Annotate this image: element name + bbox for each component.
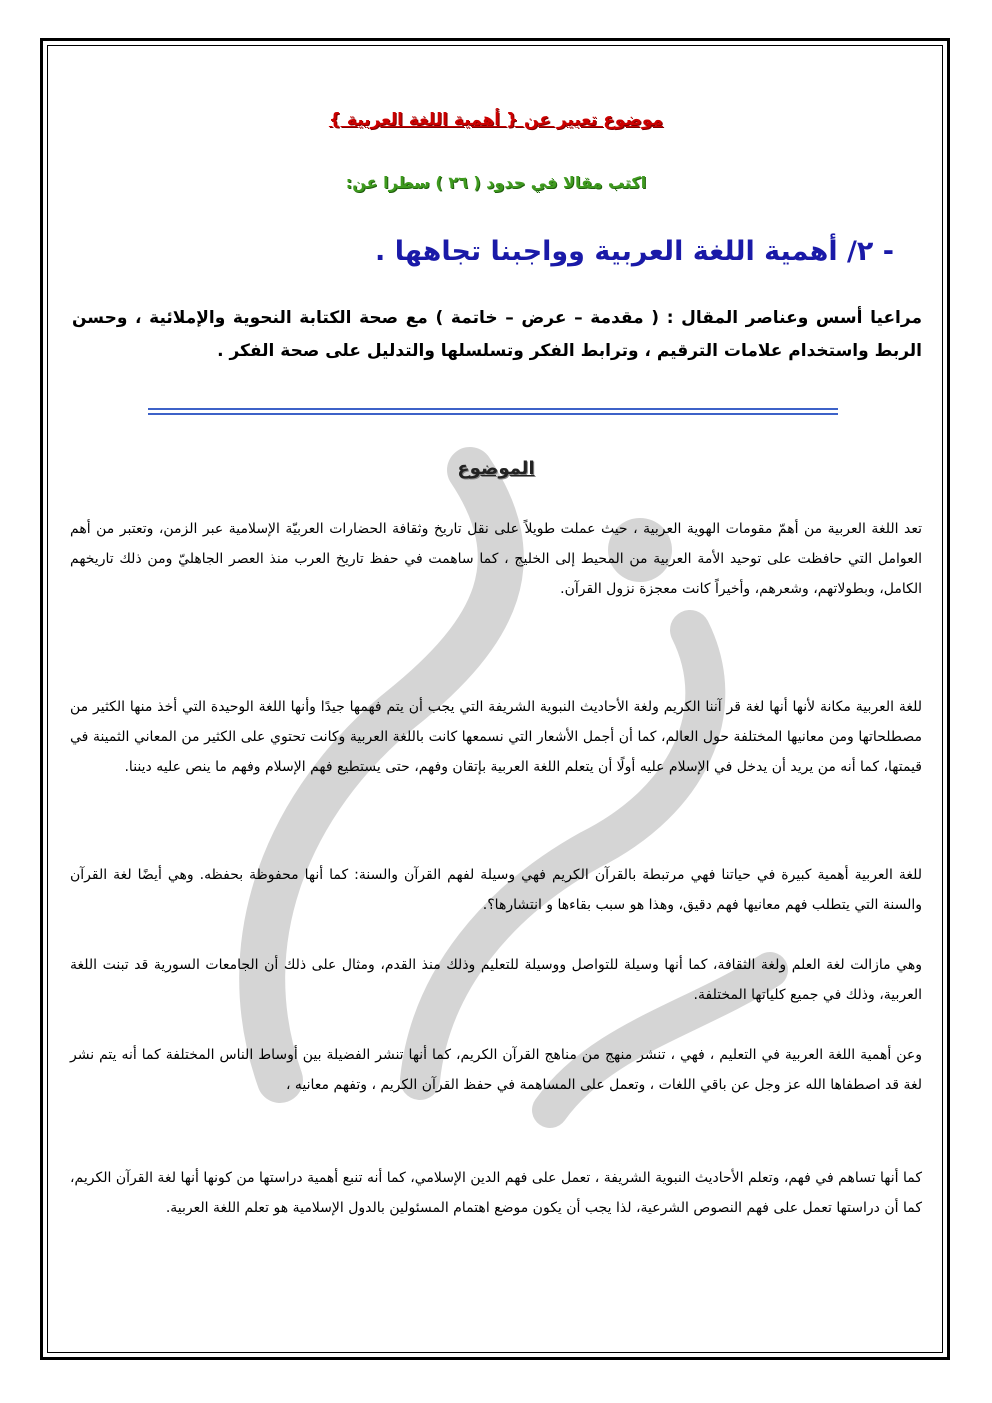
document-title: [0, 110, 992, 130]
essay-paragraph: للغة العربية مكانة لأنها أنها لغة قر آننا الكريم ولغة الأحاديث النبوية الشريفة التي يجب أن يتم فهمها جيدًا وأنها اللغة الوحيدة التي أخذ منها الكثير من مصطلحاتها ومن معانيها المختلفة حول العالم، كما أن أجمل الأشعار التي نسمعها كانت باللغة العربية وكانت تحتوي على الكثير من المعاني الثمينة في قيمتها، كما أنه من يريد أن يدخل في الإسلام عليه أولًا أن يتعلم اللغة العربية بإتقان وفهم، حتى يستطيع فهم الإسلام وفهم ما ينص عليه ديننا.: [70, 699, 922, 776]
essay-instructions: مراعيا أسس وعناصر المقال : ( مقدمة – عرض – خاتمة ) مع صحة الكتابة النحوية والإملائية ، وحسن الربط واستخدام علامات الترقيم ، وترابط الفكر وتسلسلها والتدليل على صحة الفكر .: [72, 308, 922, 362]
document-title-text: موضوع تعبير عن { أهمية اللغة العربية }: [328, 110, 664, 130]
document-subtitle: اكتب مقالا في حدود ( ٢٦ ) سطرا عن:: [345, 173, 647, 192]
essay-paragraph: للغة العربية أهمية كبيرة في حياتنا فهي مرتبطة بالقرآن الكريم فهي وسيلة لفهم القرآن والسنة: كما أنها محفوظة بحفظه. وهي أيضًا لغة القرآن والسنة التي يتطلب فهم معانيها فهم دقيق، وهذا هو سبب بقاءها و انتشارها؟.: [70, 867, 922, 914]
section-divider: [148, 408, 838, 415]
essay-question: - ٢/ أهمية اللغة العربية وواجبنا تجاهها .: [375, 236, 894, 267]
essay-paragraph: تعد اللغة العربية من أهمّ مقومات الهوية العربية ، حيث عملت طويلاً على نقل تاريخ وثقافة الحضارات العربيّة الإسلامية عبر الزمن، وتعتبر من أهم العوامل التي حافظت على توحيد الأمة العربية من المحيط إلى الخليج ، كما ساهمت في حفظ تاريخ العرب منذ العصر الجاهليّ ومن ذلك تاريخهم الكامل، وبطولاتهم، وشعرهم، وأخيراً كانت معجزة نزول القرآن.: [70, 521, 922, 598]
section-heading: الموضوع: [457, 458, 535, 479]
essay-paragraph: كما أنها تساهم في فهم، وتعلم الأحاديث النبوية الشريفة ، تعمل على فهم الدين الإسلامي، كما أنه تنبع أهمية دراستها من كونها أنها لغة القرآن الكريم، كما أن دراستها تعمل على فهم النصوص الشرعية، لذا يجب أن يكون موضع اهتمام المسئولين بالدول الإسلامية هو تعلم اللغة العربية.: [70, 1170, 922, 1217]
essay-paragraph: وهي مازالت لغة العلم ولغة الثقافة، كما أنها وسيلة للتواصل ووسيلة للتعليم وذلك منذ القدم، ومثال على ذلك أن الجامعات السورية قد تبنت اللغة العربية، وذلك في جميع كلياتها المختلفة.: [70, 957, 922, 1004]
essay-paragraph: وعن أهمية اللغة العربية في التعليم ، فهي ، تنشر منهج من مناهج القرآن الكريم، كما أنها تنشر الفضيلة بين أوساط الناس المختلفة كما أنه يتم نشر لغة قد اصطفاها الله عز وجل عن باقي اللغات ، وتعمل على المساهمة في حفظ القرآن الكريم ، وتفهم معانيه ،: [70, 1047, 922, 1094]
